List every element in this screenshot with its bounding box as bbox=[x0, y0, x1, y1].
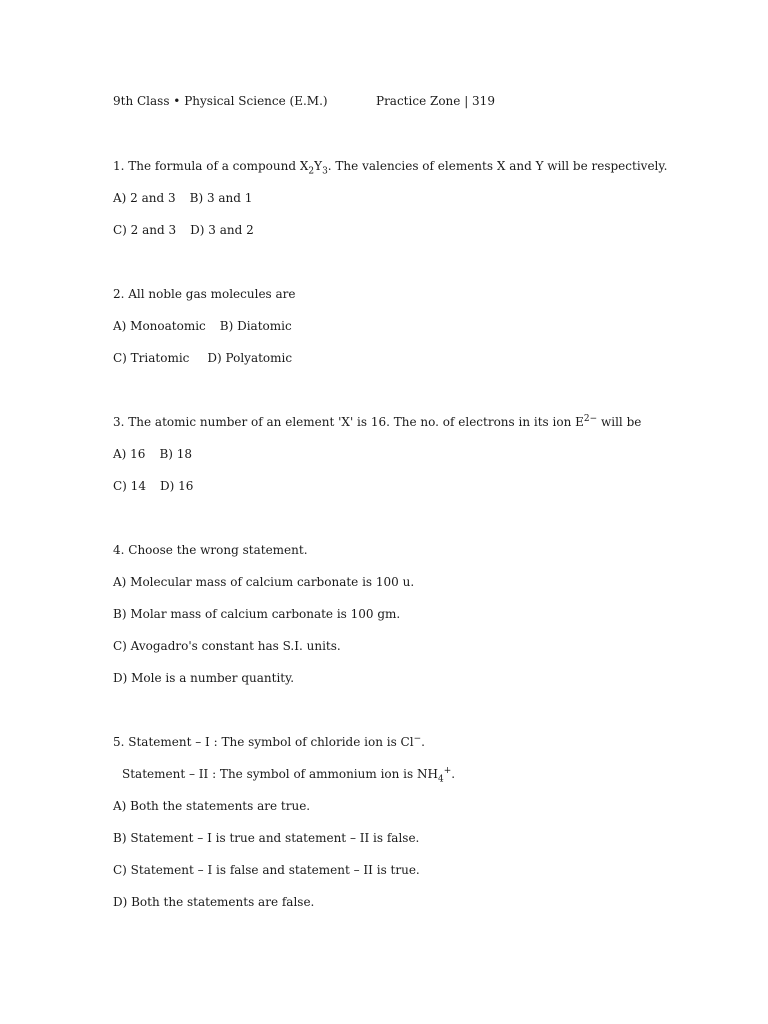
option-c[interactable]: C) Avogadro's constant has S.I. units. bbox=[113, 639, 341, 653]
option-c[interactable]: C) Statement – I is false and statement – II is true. bbox=[113, 863, 420, 877]
question-1-options-row-2 bbox=[113, 222, 254, 238]
option-a[interactable]: A) 16 bbox=[113, 447, 146, 461]
option-b[interactable]: B) Statement – I is true and statement – II is false. bbox=[113, 831, 420, 845]
option-d[interactable]: D) Polyatomic bbox=[207, 351, 293, 365]
option-a[interactable]: A) Monoatomic bbox=[113, 319, 206, 333]
option-c[interactable]: C) Triatomic bbox=[113, 351, 190, 365]
option-d[interactable]: D) Mole is a number quantity. bbox=[113, 671, 295, 685]
option-d[interactable]: D) Both the statements are false. bbox=[113, 895, 315, 909]
question-1-options-row-1 bbox=[113, 190, 252, 206]
question-3-options-row-2 bbox=[113, 478, 193, 494]
question-4-stem: 4. Choose the wrong statement. bbox=[113, 543, 308, 557]
option-d[interactable]: D) 3 and 2 bbox=[190, 223, 254, 237]
question-5-statement-1: 5. Statement – I : The symbol of chloride ion is Cl−. bbox=[113, 734, 425, 749]
option-b[interactable]: B) 18 bbox=[159, 447, 193, 461]
option-a[interactable]: A) Molecular mass of calcium carbonate is 100 u. bbox=[113, 575, 415, 589]
option-b[interactable]: B) Molar mass of calcium carbonate is 100 gm. bbox=[113, 607, 401, 621]
question-3-stem: 3. The atomic number of an element 'X' is 16. The no. of electrons in its ion $E^{2-}$ will be bbox=[113, 414, 642, 429]
header-practice-zone: Practice Zone | 319 bbox=[376, 94, 495, 108]
question-2-stem: 2. All noble gas molecules are bbox=[113, 287, 296, 301]
option-b[interactable]: B) 3 and 1 bbox=[189, 191, 253, 205]
header-class-subject: 9th Class • Physical Science (E.M.) bbox=[113, 94, 328, 108]
question-2-options-row-2 bbox=[113, 350, 292, 366]
option-b[interactable]: B) Diatomic bbox=[219, 319, 292, 333]
option-d[interactable]: D) 16 bbox=[159, 479, 194, 493]
question-2-options-row-1 bbox=[113, 318, 292, 334]
question-3-options-row-1 bbox=[113, 446, 192, 462]
question-5-statement-2: Statement – II : The symbol of ammonium ion is $NH_4^+$. bbox=[122, 766, 456, 785]
option-c[interactable]: C) 2 and 3 bbox=[113, 223, 177, 237]
option-c[interactable]: C) 14 bbox=[113, 479, 146, 493]
option-a[interactable]: A) Both the statements are true. bbox=[113, 799, 311, 813]
option-a[interactable]: A) 2 and 3 bbox=[113, 191, 176, 205]
question-1-stem: 1. The formula of a compound $X_2Y_3$. The valencies of elements X and Y will be respectively. bbox=[113, 159, 668, 177]
